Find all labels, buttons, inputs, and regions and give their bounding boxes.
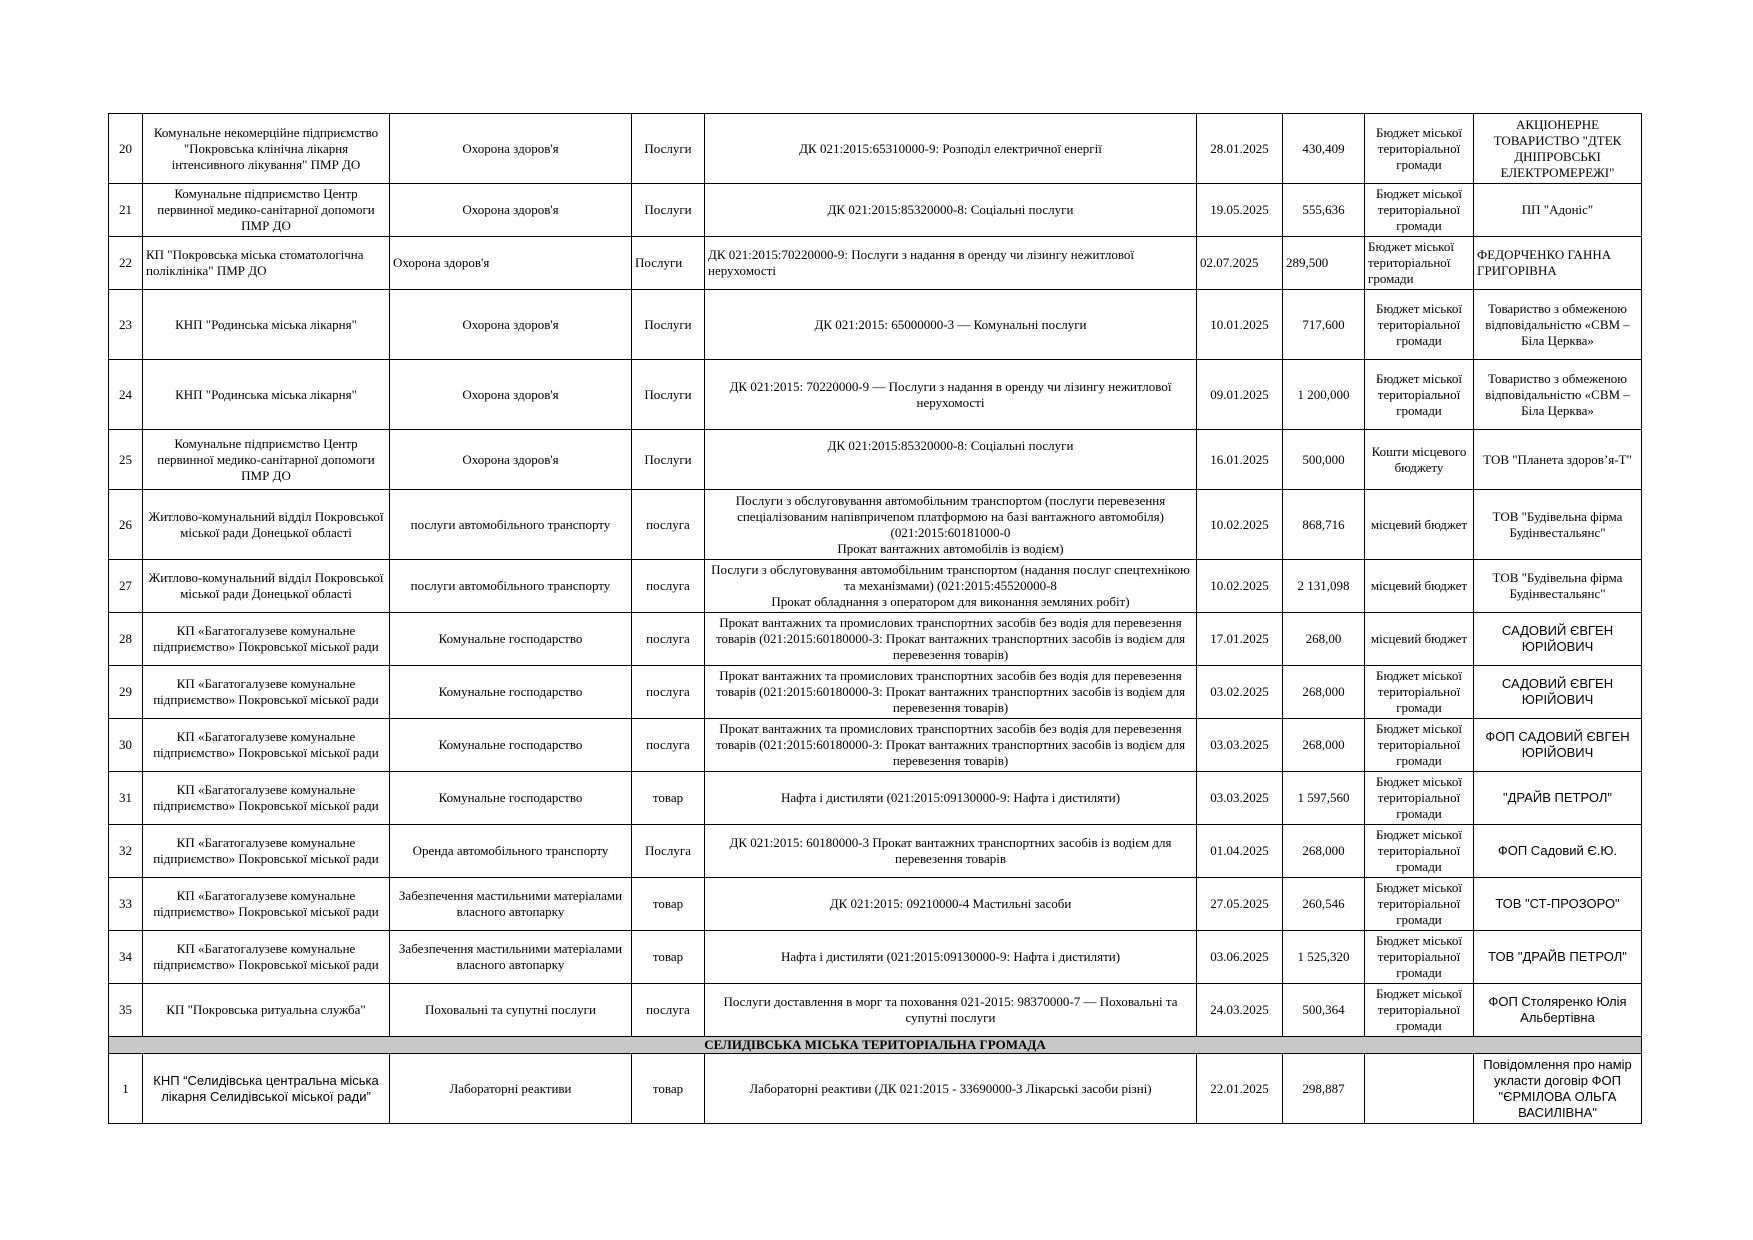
row-number: 30 bbox=[109, 719, 143, 772]
date-cell: 01.04.2025 bbox=[1197, 825, 1283, 878]
funding-cell: Бюджет міської територіальної громади bbox=[1365, 290, 1474, 360]
type-cell: Послуги bbox=[632, 290, 705, 360]
customer-cell: КП «Багатогалузеве комунальне підприємство» Покровської міської ради bbox=[143, 878, 390, 931]
funding-cell: Бюджет міської територіальної громади bbox=[1365, 666, 1474, 719]
amount-cell: 1 525,320 bbox=[1283, 931, 1365, 984]
sector-cell: Комунальне господарство bbox=[390, 666, 632, 719]
date-cell: 22.01.2025 bbox=[1197, 1054, 1283, 1124]
row-number: 21 bbox=[109, 184, 143, 237]
type-cell: Послуги bbox=[632, 430, 705, 490]
table-row bbox=[109, 931, 1642, 984]
row-number: 33 bbox=[109, 878, 143, 931]
row-number: 23 bbox=[109, 290, 143, 360]
sector-cell: Охорона здоров'я bbox=[390, 360, 632, 430]
type-cell: послуга bbox=[632, 560, 705, 613]
table-row bbox=[109, 184, 1642, 237]
amount-cell: 260,546 bbox=[1283, 878, 1365, 931]
table-row bbox=[109, 878, 1642, 931]
supplier-cell: ПП "Адоніс" bbox=[1474, 184, 1642, 237]
supplier-cell: АКЦІОНЕРНЕ ТОВАРИСТВО "ДТЕК ДНІПРОВСЬКІ ЕЛЕКТРОМЕРЕЖІ" bbox=[1474, 114, 1642, 184]
amount-cell: 555,636 bbox=[1283, 184, 1365, 237]
date-cell: 27.05.2025 bbox=[1197, 878, 1283, 931]
sector-cell: Забезпечення мастильними матеріалами власного автопарку bbox=[390, 878, 632, 931]
table-row bbox=[109, 825, 1642, 878]
table-row bbox=[109, 114, 1642, 184]
type-cell: товар bbox=[632, 772, 705, 825]
funding-cell: Бюджет міської територіальної громади bbox=[1365, 719, 1474, 772]
supplier-cell: ТОВ "Планета здоров’я-Т" bbox=[1474, 430, 1642, 490]
row-number: 34 bbox=[109, 931, 143, 984]
customer-cell: КП "Покровська міська стоматологічна поліклініка" ПМР ДО bbox=[143, 237, 390, 290]
date-cell: 02.07.2025 bbox=[1197, 237, 1283, 290]
type-cell: послуга bbox=[632, 613, 705, 666]
row-number: 22 bbox=[109, 237, 143, 290]
section-title: СЕЛИДІВСЬКА МІСЬКА ТЕРИТОРІАЛЬНА ГРОМАДА bbox=[109, 1037, 1642, 1054]
type-cell: Послуги bbox=[632, 114, 705, 184]
table-row bbox=[109, 290, 1642, 360]
amount-cell: 268,00 bbox=[1283, 613, 1365, 666]
amount-cell: 1 597,560 bbox=[1283, 772, 1365, 825]
row-number: 29 bbox=[109, 666, 143, 719]
subject-cell: Прокат вантажних та промислових транспортних засобів без водія для перевезення товарів (021:2015:60180000-3: Прокат вантажних транспортних засобів із водієм для перевезення товарів) bbox=[705, 666, 1197, 719]
supplier-cell: ФОП Садовий Є.Ю. bbox=[1474, 825, 1642, 878]
customer-cell: КНП "Родинська міська лікарня" bbox=[143, 290, 390, 360]
table-row bbox=[109, 666, 1642, 719]
amount-cell: 717,600 bbox=[1283, 290, 1365, 360]
supplier-cell: ФОП САДОВИЙ ЄВГЕН ЮРІЙОВИЧ bbox=[1474, 719, 1642, 772]
subject-cell: Послуги доставлення в морг та поховання 021-2015: 98370000-7 — Поховальні та супутні послуги bbox=[705, 984, 1197, 1037]
table-row bbox=[109, 719, 1642, 772]
type-cell: Послуги bbox=[632, 360, 705, 430]
supplier-cell: САДОВИЙ ЄВГЕН ЮРІЙОВИЧ bbox=[1474, 666, 1642, 719]
amount-cell: 268,000 bbox=[1283, 666, 1365, 719]
date-cell: 03.06.2025 bbox=[1197, 931, 1283, 984]
section-header-row bbox=[109, 1037, 1642, 1054]
subject-cell: Нафта і дистиляти (021:2015:09130000-9: Нафта і дистиляти) bbox=[705, 772, 1197, 825]
table-row bbox=[109, 613, 1642, 666]
funding-cell: Кошти місцевого бюджету bbox=[1365, 430, 1474, 490]
sector-cell: Комунальне господарство bbox=[390, 772, 632, 825]
type-cell: Послуги bbox=[632, 237, 705, 290]
date-cell: 09.01.2025 bbox=[1197, 360, 1283, 430]
funding-cell: Бюджет міської територіальної громади bbox=[1365, 114, 1474, 184]
date-cell: 17.01.2025 bbox=[1197, 613, 1283, 666]
amount-cell: 289,500 bbox=[1283, 237, 1365, 290]
amount-cell: 868,716 bbox=[1283, 490, 1365, 560]
funding-cell: Бюджет міської територіальної громади bbox=[1365, 237, 1474, 290]
row-number: 1 bbox=[109, 1054, 143, 1124]
subject-cell: ДК 021:2015: 60180000-3 Прокат вантажних транспортних засобів із водієм для перевезення товарів bbox=[705, 825, 1197, 878]
customer-cell: КП «Багатогалузеве комунальне підприємство» Покровської міської ради bbox=[143, 719, 390, 772]
sector-cell: послуги автомобільного транспорту bbox=[390, 560, 632, 613]
funding-cell: Бюджет міської територіальної громади bbox=[1365, 825, 1474, 878]
funding-cell: Бюджет міської територіальної громади bbox=[1365, 772, 1474, 825]
table-row bbox=[109, 560, 1642, 613]
subject-cell: Лабораторні реактиви (ДК 021:2015 - 33690000-3 Лікарські засоби різні) bbox=[705, 1054, 1197, 1124]
subject-cell: ДК 021:2015:85320000-8: Соціальні послуги bbox=[705, 184, 1197, 237]
funding-cell bbox=[1365, 1054, 1474, 1124]
sector-cell: Охорона здоров'я bbox=[390, 430, 632, 490]
customer-cell: Житлово-комунальний відділ Покровської міської ради Донецької області bbox=[143, 490, 390, 560]
row-number: 25 bbox=[109, 430, 143, 490]
supplier-cell: ТОВ "Будівельна фірма Будінвестальянс" bbox=[1474, 560, 1642, 613]
sector-cell: Комунальне господарство bbox=[390, 719, 632, 772]
type-cell: Послуги bbox=[632, 184, 705, 237]
date-cell: 10.02.2025 bbox=[1197, 490, 1283, 560]
customer-cell: Комунальне підприємство Центр первинної медико-санітарної допомоги ПМР ДО bbox=[143, 430, 390, 490]
table-row bbox=[109, 772, 1642, 825]
supplier-cell: ТОВ "СТ-ПРОЗОРО" bbox=[1474, 878, 1642, 931]
subject-cell: ДК 021:2015:65310000-9: Розподіл електричної енергії bbox=[705, 114, 1197, 184]
subject-cell: ДК 021:2015: 65000000-3 — Комунальні послуги bbox=[705, 290, 1197, 360]
type-cell: послуга bbox=[632, 666, 705, 719]
customer-cell: КП «Багатогалузеве комунальне підприємство» Покровської міської ради bbox=[143, 825, 390, 878]
sector-cell: Комунальне господарство bbox=[390, 613, 632, 666]
table-row bbox=[109, 430, 1642, 490]
table-row bbox=[109, 360, 1642, 430]
type-cell: послуга bbox=[632, 719, 705, 772]
subject-cell: ДК 021:2015:85320000-8: Соціальні послуги bbox=[705, 430, 1197, 490]
funding-cell: Бюджет міської територіальної громади bbox=[1365, 878, 1474, 931]
row-number: 28 bbox=[109, 613, 143, 666]
row-number: 26 bbox=[109, 490, 143, 560]
supplier-cell: Товариство з обмеженою відповідальністю «СВМ – Біла Церква» bbox=[1474, 290, 1642, 360]
customer-cell: КНП “Селидівська центральна міська лікарня Селидівської міської ради” bbox=[143, 1054, 390, 1124]
funding-cell: місцевий бюджет bbox=[1365, 490, 1474, 560]
date-cell: 03.03.2025 bbox=[1197, 719, 1283, 772]
sector-cell: Забезпечення мастильними матеріалами власного автопарку bbox=[390, 931, 632, 984]
sector-cell: Лабораторні реактиви bbox=[390, 1054, 632, 1124]
customer-cell: КП «Багатогалузеве комунальне підприємство» Покровської міської ради bbox=[143, 931, 390, 984]
procurement-table bbox=[108, 113, 1642, 1124]
amount-cell: 500,000 bbox=[1283, 430, 1365, 490]
customer-cell: КП "Покровська ритуальна служба" bbox=[143, 984, 390, 1037]
customer-cell: КП «Багатогалузеве комунальне підприємство» Покровської міської ради bbox=[143, 613, 390, 666]
row-number: 24 bbox=[109, 360, 143, 430]
supplier-cell: ТОВ "Будівельна фірма Будінвестальянс" bbox=[1474, 490, 1642, 560]
sector-cell: Охорона здоров'я bbox=[390, 184, 632, 237]
type-cell: товар bbox=[632, 931, 705, 984]
date-cell: 10.01.2025 bbox=[1197, 290, 1283, 360]
date-cell: 03.02.2025 bbox=[1197, 666, 1283, 719]
subject-cell: ДК 021:2015: 09210000-4 Мастильні засоби bbox=[705, 878, 1197, 931]
sector-cell: Охорона здоров'я bbox=[390, 290, 632, 360]
type-cell: товар bbox=[632, 878, 705, 931]
amount-cell: 298,887 bbox=[1283, 1054, 1365, 1124]
funding-cell: Бюджет міської територіальної громади bbox=[1365, 984, 1474, 1037]
customer-cell: Комунальне некомерційне підприємство "Покровська клінічна лікарня інтенсивного лікування" ПМР ДО bbox=[143, 114, 390, 184]
date-cell: 24.03.2025 bbox=[1197, 984, 1283, 1037]
supplier-cell: ФОП Столяренко Юлія Альбертівна bbox=[1474, 984, 1642, 1037]
subject-cell: Прокат вантажних та промислових транспортних засобів без водія для перевезення товарів (021:2015:60180000-3: Прокат вантажних транспортних засобів із водієм для перевезення товарів) bbox=[705, 613, 1197, 666]
funding-cell: місцевий бюджет bbox=[1365, 613, 1474, 666]
date-cell: 28.01.2025 bbox=[1197, 114, 1283, 184]
date-cell: 19.05.2025 bbox=[1197, 184, 1283, 237]
date-cell: 03.03.2025 bbox=[1197, 772, 1283, 825]
amount-cell: 268,000 bbox=[1283, 719, 1365, 772]
funding-cell: Бюджет міської територіальної громади bbox=[1365, 184, 1474, 237]
date-cell: 10.02.2025 bbox=[1197, 560, 1283, 613]
supplier-cell: ФЕДОРЧЕНКО ГАННА ГРИГОРІВНА bbox=[1474, 237, 1642, 290]
sector-cell: Охорона здоров'я bbox=[390, 114, 632, 184]
row-number: 27 bbox=[109, 560, 143, 613]
subject-cell: Прокат вантажних та промислових транспортних засобів без водія для перевезення товарів (021:2015:60180000-3: Прокат вантажних транспортних засобів із водієм для перевезення товарів) bbox=[705, 719, 1197, 772]
funding-cell: місцевий бюджет bbox=[1365, 560, 1474, 613]
subject-cell: Послуги з обслуговування автомобільним транспортом (надання послуг спецтехнікою та механізмами) (021:2015:45520000-8 Прокат обладнання з оператором для виконання земляних робіт) bbox=[705, 560, 1197, 613]
table-row bbox=[109, 1054, 1642, 1124]
sector-cell: Охорона здоров'я bbox=[390, 237, 632, 290]
type-cell: послуга bbox=[632, 984, 705, 1037]
customer-cell: Житлово-комунальний відділ Покровської міської ради Донецької області bbox=[143, 560, 390, 613]
amount-cell: 268,000 bbox=[1283, 825, 1365, 878]
customer-cell: КНП "Родинська міська лікарня" bbox=[143, 360, 390, 430]
row-number: 35 bbox=[109, 984, 143, 1037]
date-cell: 16.01.2025 bbox=[1197, 430, 1283, 490]
supplier-cell: Повідомлення про намір укласти договір ФОП "ЄРМІЛОВА ОЛЬГА ВАСИЛІВНА" bbox=[1474, 1054, 1642, 1124]
subject-cell: ДК 021:2015:70220000-9: Послуги з надання в оренду чи лізингу нежитлової нерухомості bbox=[705, 237, 1197, 290]
funding-cell: Бюджет міської територіальної громади bbox=[1365, 360, 1474, 430]
subject-cell: Послуги з обслуговування автомобільним транспортом (послуги перевезення спеціалізованим напівпричепом платформою на базі вантажного автомобіля) (021:2015:60181000-0 Прокат вантажних автомобілів із водієм) bbox=[705, 490, 1197, 560]
amount-cell: 430,409 bbox=[1283, 114, 1365, 184]
amount-cell: 2 131,098 bbox=[1283, 560, 1365, 613]
supplier-cell: Товариство з обмеженою відповідальністю «СВМ – Біла Церква» bbox=[1474, 360, 1642, 430]
sector-cell: Оренда автомобільного транспорту bbox=[390, 825, 632, 878]
type-cell: товар bbox=[632, 1054, 705, 1124]
customer-cell: Комунальне підприємство Центр первинної медико-санітарної допомоги ПМР ДО bbox=[143, 184, 390, 237]
procurement-sheet bbox=[108, 113, 1641, 1124]
row-number: 32 bbox=[109, 825, 143, 878]
customer-cell: КП «Багатогалузеве комунальне підприємство» Покровської міської ради bbox=[143, 772, 390, 825]
subject-cell: ДК 021:2015: 70220000-9 — Послуги з надання в оренду чи лізингу нежитлової нерухомості bbox=[705, 360, 1197, 430]
type-cell: Послуга bbox=[632, 825, 705, 878]
funding-cell: Бюджет міської територіальної громади bbox=[1365, 931, 1474, 984]
sector-cell: послуги автомобільного транспорту bbox=[390, 490, 632, 560]
table-row bbox=[109, 490, 1642, 560]
supplier-cell: САДОВИЙ ЄВГЕН ЮРІЙОВИЧ bbox=[1474, 613, 1642, 666]
amount-cell: 500,364 bbox=[1283, 984, 1365, 1037]
supplier-cell: ТОВ "ДРАЙВ ПЕТРОЛ" bbox=[1474, 931, 1642, 984]
row-number: 31 bbox=[109, 772, 143, 825]
amount-cell: 1 200,000 bbox=[1283, 360, 1365, 430]
customer-cell: КП «Багатогалузеве комунальне підприємство» Покровської міської ради bbox=[143, 666, 390, 719]
table-row bbox=[109, 237, 1642, 290]
table-row bbox=[109, 984, 1642, 1037]
subject-cell: Нафта і дистиляти (021:2015:09130000-9: Нафта і дистиляти) bbox=[705, 931, 1197, 984]
supplier-cell: "ДРАЙВ ПЕТРОЛ" bbox=[1474, 772, 1642, 825]
sector-cell: Поховальні та супутні послуги bbox=[390, 984, 632, 1037]
type-cell: послуга bbox=[632, 490, 705, 560]
row-number: 20 bbox=[109, 114, 143, 184]
